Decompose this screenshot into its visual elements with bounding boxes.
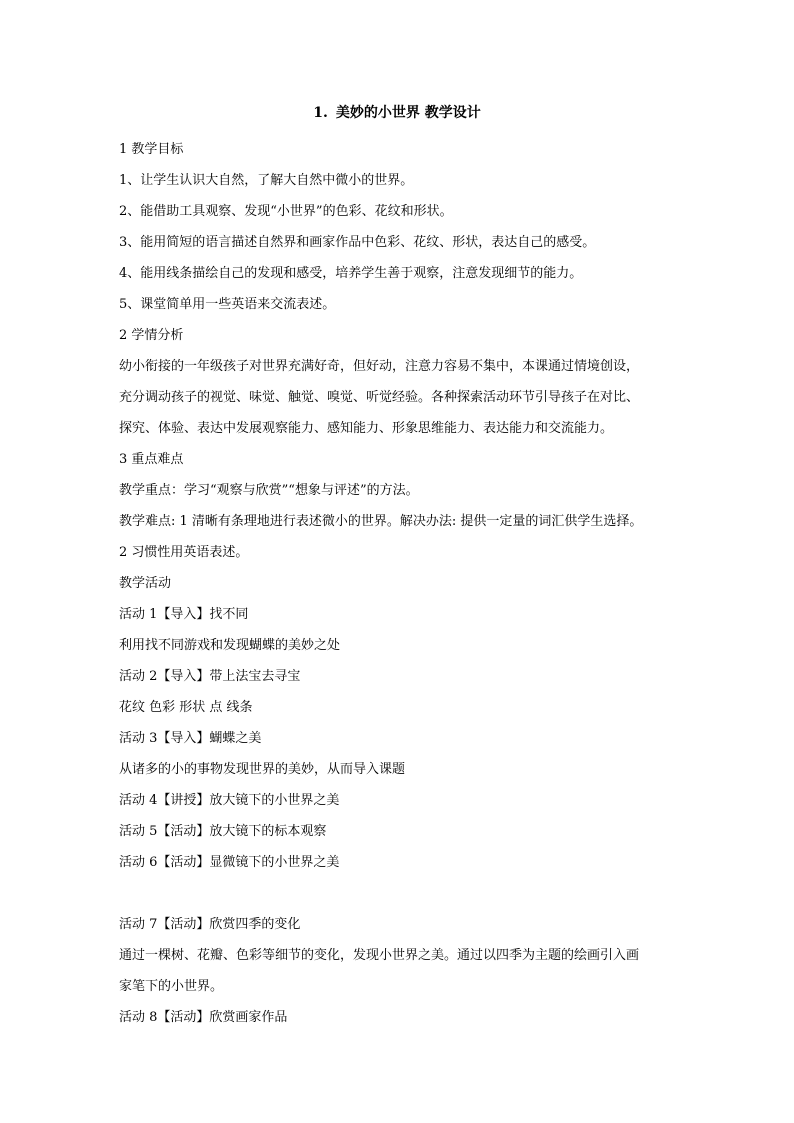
body-line: 从诸多的小的事物发现世界的美妙，从而导入课题: [119, 762, 406, 777]
body-line: 教学难点: 1 清晰有条理地进行表述微小的世界。解决办法: 提供一定量的词汇供学生选择。: [119, 514, 643, 529]
body-line: 2 学情分析: [119, 328, 184, 343]
body-line: 3、能用简短的语言描述自然界和画家作品中色彩、花纹、形状，表达自己的感受。: [119, 235, 596, 250]
title-text: 美妙的小世界 教学设计: [335, 105, 481, 121]
body-line: 活动 7【活动】欣赏四季的变化: [119, 917, 301, 932]
body-line: 教学重点：学习“观察与欣赏”“想象与评述”的方法。: [119, 483, 419, 498]
body-line: 3 重点难点: [119, 452, 184, 467]
body-line: 通过一棵树、花瓣、色彩等细节的变化，发现小世界之美。通过以四季为主题的绘画引入画: [119, 948, 640, 963]
body-line: 2 习惯性用英语表述。: [119, 545, 249, 560]
body-line: 教学活动: [119, 576, 172, 591]
body-line: 4、能用线条描绘自己的发现和感受，培养学生善于观察，注意发现细节的能力。: [119, 266, 583, 281]
body-line: 1、让学生认识大自然，了解大自然中微小的世界。: [119, 173, 414, 188]
body-line: 活动 5【活动】放大镜下的标本观察: [119, 824, 327, 839]
body-line: 1 教学目标: [119, 142, 184, 157]
body-section-main: [119, 134, 679, 878]
paragraph-gap: [119, 878, 679, 909]
title-number: 1.: [313, 105, 328, 121]
document-title: [0, 103, 794, 123]
body-line: 5、课堂简单用一些英语来交流表述。: [119, 297, 336, 312]
body-line: 活动 4【讲授】放大镜下的小世界之美: [119, 793, 340, 808]
body-line: 幼小衔接的一年级孩子对世界充满好奇，但好动，注意力容易不集中，本课通过情境创设，: [119, 359, 640, 374]
body-line: 活动 1【导入】找不同: [119, 607, 249, 622]
body-section-continued: [119, 909, 679, 1033]
body-line: 充分调动孩子的视觉、味觉、触觉、嗅觉、听觉经验。各种探索活动环节引导孩子在对比、: [119, 390, 640, 405]
body-line: 探究、体验、表达中发展观察能力、感知能力、形象思维能力、表达能力和交流能力。: [119, 421, 614, 436]
body-line: 活动 8【活动】欣赏画家作品: [119, 1010, 288, 1025]
body-line: 2、能借助工具观察、发现“小世界”的色彩、花纹和形状。: [119, 204, 453, 219]
body-line: 花纹 色彩 形状 点 线条: [119, 700, 253, 715]
body-line: 活动 6【活动】显微镜下的小世界之美: [119, 855, 340, 870]
body-line: 利用找不同游戏和发现蝴蝶的美妙之处: [119, 638, 341, 653]
document-body: [119, 134, 679, 1033]
body-line: 活动 3【导入】蝴蝶之美: [119, 731, 262, 746]
body-line: 家笔下的小世界。: [119, 979, 224, 994]
body-line: 活动 2【导入】带上法宝去寻宝: [119, 669, 301, 684]
